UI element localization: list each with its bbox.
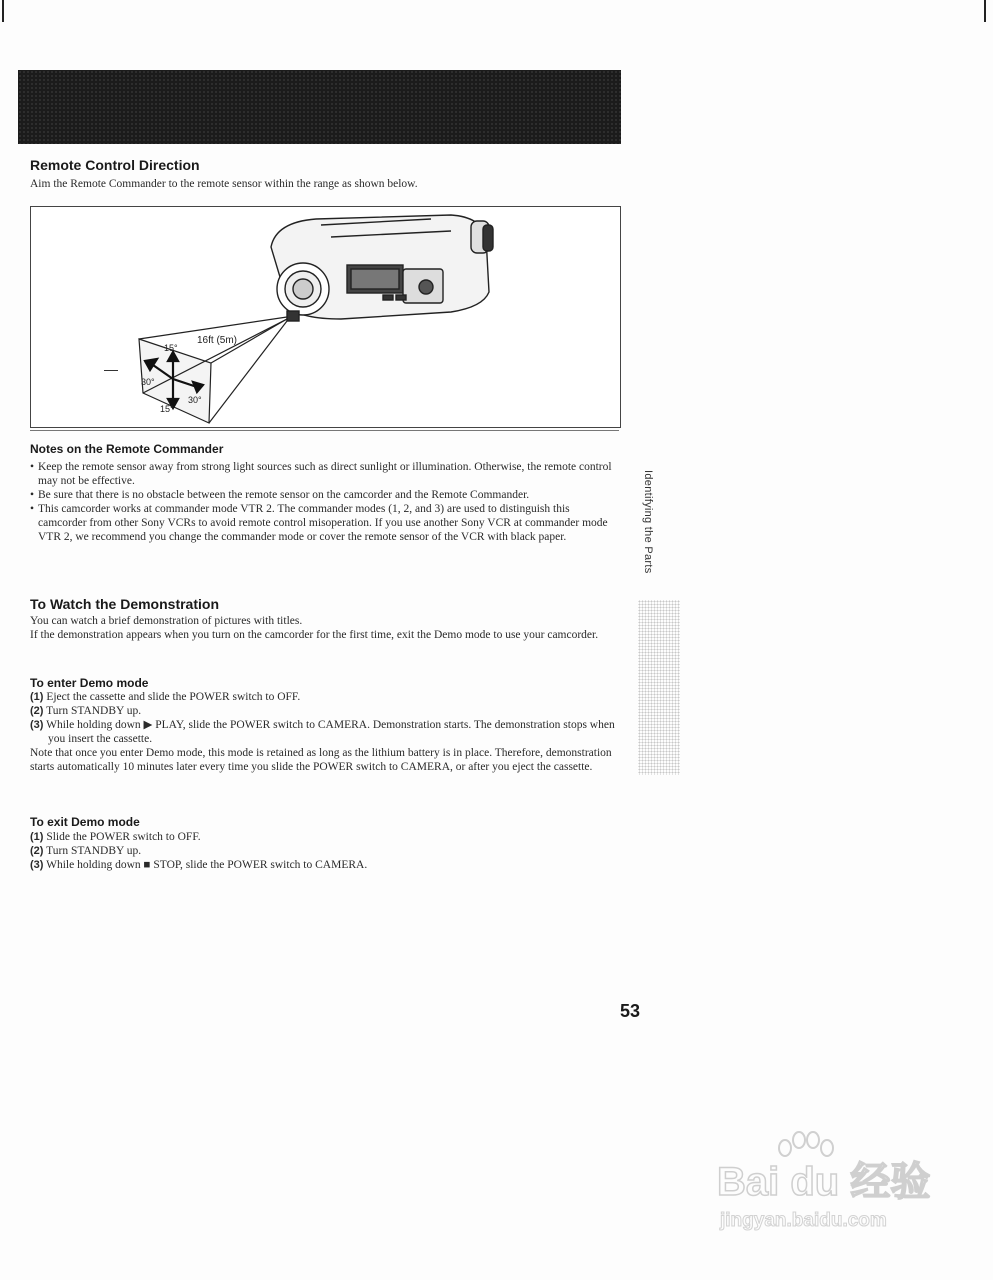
- remote-range-figure: [30, 206, 621, 428]
- exit-demo-steps: [30, 830, 620, 872]
- watermark-url: jingyan.baidu.com: [720, 1210, 887, 1231]
- remote-direction-intro: Aim the Remote Commander to the remote sensor within the range as shown below.: [30, 178, 418, 190]
- note-item: • Be sure that there is no obstacle between the remote sensor on the camcorder and the Remote Commander.: [30, 488, 620, 502]
- step-text: Turn STANDBY up.: [46, 705, 142, 717]
- step-item: [30, 830, 620, 844]
- enter-demo-block: [30, 690, 620, 774]
- step-item: [30, 704, 620, 718]
- step-item: [30, 718, 620, 746]
- scan-edge-mark-left: [2, 0, 4, 22]
- step-number: (2): [30, 705, 44, 717]
- enter-demo-title: To enter Demo mode: [30, 676, 149, 690]
- watermark-brand: Bai du 经验: [717, 1160, 931, 1204]
- page-number: 53: [620, 1001, 641, 1021]
- section-title-demonstration: To Watch the Demonstration: [30, 596, 219, 612]
- baidu-watermark: [675, 1130, 935, 1240]
- step-number: (3): [30, 859, 44, 871]
- camcorder-illustration: [31, 207, 620, 427]
- demonstration-intro: [30, 614, 620, 642]
- demo-mode-note: Note that once you enter Demo mode, this mode is retained as long as the lithium battery is in place. Therefore, demonstration starts automatically 10 minutes later every time you slide the POWER switch to CAMERA, or after you eject the cassette.: [30, 747, 612, 773]
- notes-list: [30, 460, 620, 544]
- angle-label-left: 30°: [141, 377, 155, 387]
- step-number: (1): [30, 691, 44, 703]
- stray-dash: [104, 370, 118, 371]
- figure-divider: [30, 430, 619, 431]
- step-item: [30, 858, 620, 872]
- angle-label-bottom: 15°: [160, 404, 174, 414]
- section-title-remote-direction: Remote Control Direction: [30, 157, 200, 173]
- step-text: While holding down ■ STOP, slide the POWER switch to CAMERA.: [46, 859, 368, 871]
- side-tab-shade: [638, 600, 680, 775]
- exit-demo-block: [30, 830, 620, 872]
- exit-demo-title: To exit Demo mode: [30, 815, 140, 829]
- notes-title: Notes on the Remote Commander: [30, 442, 224, 456]
- camcorder-icon: [271, 215, 493, 321]
- step-number: (3): [30, 719, 44, 731]
- note-item: • Keep the remote sensor away from strong light sources such as direct sunlight or illumination. Otherwise, the remote control may not be effective.: [30, 460, 620, 488]
- scan-edge-mark-right: [984, 0, 986, 22]
- step-number: (1): [30, 831, 44, 843]
- step-item: [30, 844, 620, 858]
- angle-label-top: 15°: [164, 343, 178, 353]
- enter-demo-steps: [30, 690, 620, 746]
- distance-label: 16ft (5m): [197, 335, 238, 346]
- header-bar: [18, 70, 621, 144]
- step-item: [30, 690, 620, 704]
- step-text: Eject the cassette and slide the POWER switch to OFF.: [46, 691, 301, 703]
- angle-label-right: 30°: [188, 395, 202, 405]
- step-number: (2): [30, 845, 44, 857]
- step-text: While holding down ▶ PLAY, slide the POWER switch to CAMERA. Demonstration starts. The demonstration stops when you insert the cassette.: [46, 719, 615, 745]
- note-item: • This camcorder works at commander mode VTR 2. The commander modes (1, 2, and 3) are used to distinguish this camcorder from other Sony VCRs to avoid remote control misoperation. If you use another Sony VCR at commander mode VTR 2, we recommend you change the commander mode or cover the remote sensor of the VCR with black paper.: [30, 502, 620, 544]
- step-text: Slide the POWER switch to OFF.: [46, 831, 201, 843]
- side-tab-label: Identifying the Parts: [642, 470, 654, 574]
- demonstration-intro-line-2: If the demonstration appears when you turn on the camcorder for the first time, exit the Demo mode to use your camcorder.: [30, 629, 599, 641]
- step-text: Turn STANDBY up.: [46, 845, 142, 857]
- demonstration-intro-line: You can watch a brief demonstration of pictures with titles.: [30, 615, 303, 627]
